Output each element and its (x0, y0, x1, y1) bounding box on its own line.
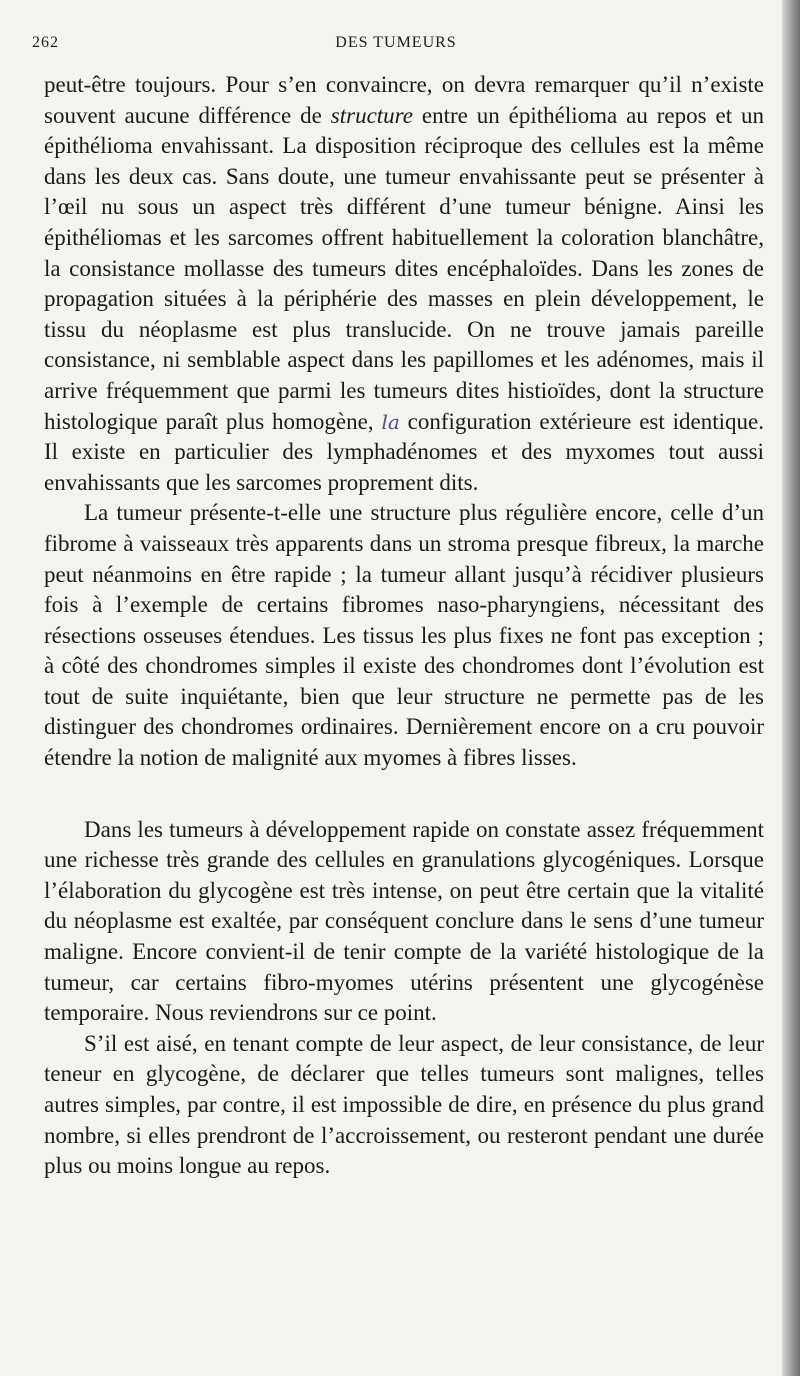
page-number: 262 (32, 34, 59, 51)
paragraph-3: Dans les tumeurs à développement rapide on constate assez fréquemment une richesse très grande des cellules en granulations glycogéniques. Lorsque l’élaboration du glycogène est très intense, on peut être certain que la vitalité du néoplasme est exaltée, par conséquent conclure dans le sens d’une tumeur maligne. Encore convient-il de tenir compte de la variété histologique de la tumeur, car certains fibro-myomes utérins présentent une glycogénèse temporaire. Nous reviendrons sur ce point. (44, 816, 764, 1026)
paragraph-1-middle: entre un épithélioma au repos et un épithélioma envahissant. La disposition réciproque des cellules est la même dans les deux cas. Sans doute, une tumeur envahissante peut se présenter à l’œil nu sous un aspect très différent d’une tumeur bénigne. Ainsi les épithéliomas et les sarcomes offrent habituellement la coloration blanchâtre, la consistance mollasse des tumeurs dites encéphaloïdes. Dans les zones de propagation situées à la périphérie des masses en plein développement, le tissu du néoplasme est plus translucide. On ne trouve jamais pareille consistance, ni semblable aspect dans les papillomes et les adénomes, mais il arrive fréquemment que parmi les tumeurs dites histioïdes, dont la structure histologique paraît plus homogène, (44, 102, 765, 434)
paragraph-1 (44, 70, 764, 498)
paragraph-4: S’il est aisé, en tenant compte de leur aspect, de leur consistance, de leur teneur en glycogène, de déclarer que telles tumeurs sont malignes, telles autres simples, par contre, il est impossible de dire, en présence du plus grand nombre, si elles prendront de l’accroissement, ou resteront pendant une durée plus ou moins longue au repos. (44, 1030, 764, 1179)
paragraph-2: La tumeur présente-t-elle une structure plus régulière encore, celle d’un fibrome à vaisseaux très apparents dans un stroma presque fibreux, la marche peut néanmoins en être rapide ; la tumeur allant jusqu’à récidiver plusieurs fois à l’exemple de certains fibromes naso-pharyngiens, nécessitant des résections osseuses étendues. Les tissus les plus fixes ne font pas exception ; à côté des chondromes simples il existe des chondromes dont l’évolution est tout de suite inquiétante, bien que leur structure ne permette pas de les distinguer des chondromes ordinaires. Dernièrement encore on a cru pouvoir étendre la notion de malignité aux myomes à fibres lisses. (44, 500, 764, 771)
page-header (32, 34, 760, 58)
paragraph-1-end: configuration extérieure est identique. Il existe en particulier des lymphadénomes et des myxomes tout aussi envahissants que les sarcomes proprement dits. (44, 408, 764, 495)
page-edge-shadow (782, 0, 800, 1376)
emphasis-structure: structure (330, 102, 413, 128)
section-gap (44, 774, 764, 815)
handwritten-annotation: la (381, 409, 400, 434)
running-head: DES TUMEURS (335, 34, 457, 51)
body-text (44, 70, 764, 1182)
paragraph-1-start: peut-être toujours. Pour s’en convaincre, on devra remarquer qu’il n’existe souvent aucune différence de (44, 72, 764, 128)
